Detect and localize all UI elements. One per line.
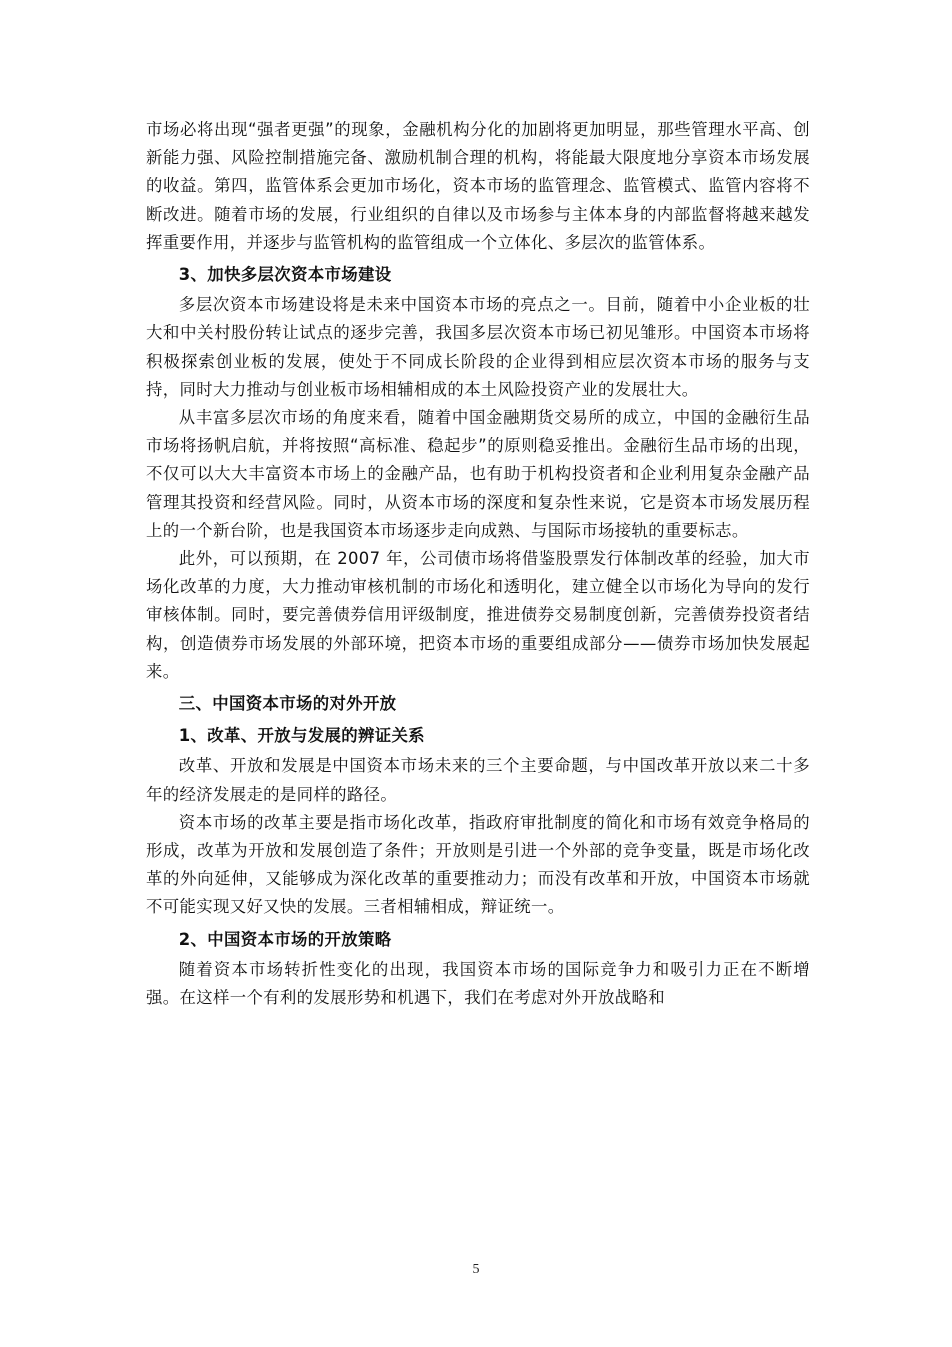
paragraph-reform-opening: 改革、开放和发展是中国资本市场未来的三个主要命题，与中国改革开放以来二十多年的经济发展走的是同样的路径。: [146, 756, 810, 804]
paragraph-bond-market: 此外，可以预期，在 2007 年，公司债市场将借鉴股票发行体制改革的经验，加大市场化改革的力度，大力推动审核机制的市场化和透明化，建立健全以市场化为导向的发行审核体制。同时，要完善债券信用评级制度，推进债券交易制度创新，完善债券投资者结构，创造债券市场发展的外部环境，把资本市场的重要组成部分——债券市场加快发展起来。: [146, 549, 810, 681]
section-heading-2: 2、中国资本市场的开放策略: [178, 929, 392, 949]
chapter-heading-three: 三、中国资本市场的对外开放: [178, 694, 397, 714]
section-heading-3: 3、加快多层次资本市场建设: [178, 265, 392, 285]
page-number: 5: [472, 1262, 480, 1277]
section-heading-1: 1、改革、开放与发展的辨证关系: [178, 726, 425, 746]
paragraph-dialectic: 资本市场的改革主要是指市场化改革，指政府审批制度的简化和市场有效竞争格局的形成，改革为开放和发展创造了条件；开放则是引进一个外部的竞争变量，既是市场化改革的外向延伸，又能够成为深化改革的重要推动力；而没有改革和开放，中国资本市场就不可能实现又好又快的发展。三者相辅相成，辩证统一。: [146, 812, 810, 917]
page-body: [146, 116, 810, 1012]
paragraph-opening-strategy: 随着资本市场转折性变化的出现，我国资本市场的国际竞争力和吸引力正在不断增强。在这样一个有利的发展形势和机遇下，我们在考虑对外开放战略和: [146, 959, 810, 1008]
paragraph-continuation: 市场必将出现“强者更强”的现象，金融机构分化的加剧将更加明显，那些管理水平高、创新能力强、风险控制措施完备、激励机制合理的机构，将能最大限度地分享资本市场发展的收益。第四，监管体系会更加市场化，资本市场的监管理念、监管模式、监管内容将不断改进。随着市场的发展，行业组织的自律以及市场参与主体本身的内部监督将越来越发挥重要作用，并逐步与监管机构的监管组成一个立体化、多层次的监管体系。: [146, 120, 810, 252]
paragraph-derivatives-market: 从丰富多层次市场的角度来看，随着中国金融期货交易所的成立，中国的金融衍生品市场将扬帆启航，并将按照“高标准、稳起步”的原则稳妥推出。金融衍生品市场的出现，不仅可以大大丰富资本市场上的金融产品，也有助于机构投资者和企业利用复杂金融产品管理其投资和经营风险。同时，从资本市场的深度和复杂性来说，它是资本市场发展历程上的一个新台阶，也是我国资本市场逐步走向成熟、与国际市场接轨的重要标志。: [146, 408, 810, 540]
paragraph-multilevel-market: 多层次资本市场建设将是未来中国资本市场的亮点之一。目前，随着中小企业板的壮大和中关村股份转让试点的逐步完善，我国多层次资本市场已初见雏形。中国资本市场将积极探索创业板的发展，使处于不同成长阶段的企业得到相应层次资本市场的服务与支持，同时大力推动与创业板市场相辅相成的本土风险投资产业的发展壮大。: [146, 295, 810, 399]
